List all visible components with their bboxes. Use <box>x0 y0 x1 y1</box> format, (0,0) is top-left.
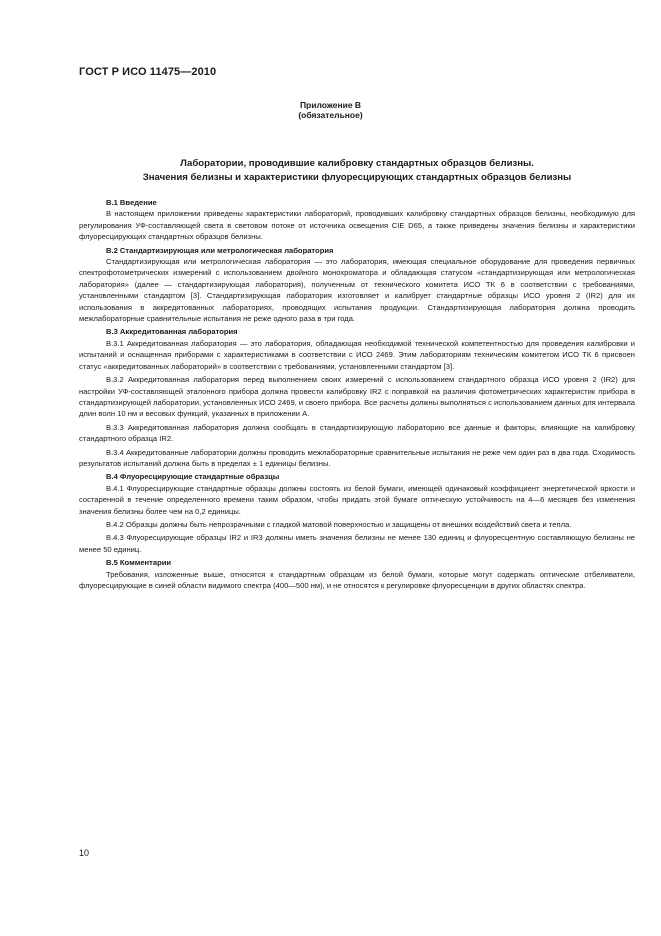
paragraph-b3-1: В.3.1 Аккредитованная лаборатория — это лаборатория, обладающая необходимой технической компетентностью для проведения калибровки и испытаний и оснащенная приборами с характеристиками в соответствии с ИСО 2469. Этим лабораториям техническим комитетом ИСО ТК 6 присвоен статус «аккредитованных лабораторий» в соответствии с требованиями, установленными стандартом [3]. <box>79 338 635 371</box>
paragraph-b4-1: В.4.1 Флуоресцирующие стандартные образцы должны состоять из белой бумаги, имеющей одинаковый коэффициент энергетической яркости и состаренной в течение определенного времени таким образом, чтобы придать этой бумаге оптическую устойчивость на 4—6 месяцев без изменения значения белизны более чем на 0,2 единицы. <box>79 483 635 516</box>
section-heading-b5: В.5 Комментарии <box>106 558 172 568</box>
document-title-line-1: Лаборатории, проводившие калибровку стандартных образцов белизны. <box>180 158 534 169</box>
paragraph-b4-3: В.4.3 Флуоресцирующие образцы IR2 и IR3 должны иметь значения белизны не менее 130 единиц и флуоресцентную составляющую белизны не менее 50 единиц. <box>79 533 635 554</box>
annex-title: Приложение В <box>299 100 362 110</box>
paragraph-b1-intro: В настоящем приложении приведены характеристики лабораторий, проводивших калибровку стандартных образцов белизны, необходимую для регулирования УФ-составляющей света в световом потоке от источника освещения CIE D65, а также приведены значения белизны и характеристики флуоресцирующих стандартных образцов белизны. <box>79 209 635 242</box>
paragraph-b3-4: В.3.4 Аккредитованные лаборатории должны проводить межлабораторные сравнительные испытания не реже чем один раз в два года. Сходимость результатов испытаний должна быть в пределах ± 1 единицы белизны. <box>79 447 635 468</box>
annex-status: (обязательное) <box>298 110 363 120</box>
section-heading-b1: В.1 Введение <box>106 198 157 207</box>
document-body <box>79 196 635 593</box>
page-number: 10 <box>79 848 90 858</box>
section-heading-b3: В.3 Аккредитованная лаборатория <box>106 327 238 337</box>
standard-header: ГОСТ Р ИСО 11475—2010 <box>79 66 217 78</box>
section-heading-b2: В.2 Стандартизирующая или метрологическая лаборатория <box>106 245 334 255</box>
document-title <box>79 157 635 185</box>
paragraph-b3-2: В.3.2 Аккредитованная лаборатория перед выполнением своих измерений с использованием стандартного образца ИСО уровня 2 (IR2) для настройки УФ-составляющей эталонного прибора должна провести калибровку IR2 с поправкой на различия фотометрических характеристик прибора в стандартизирующей лаборатории, установленных ИСО 2469, и своего прибора. Все расчеты должны выполняться с использованием данных для интервала длин волн 10 нм и весовых функций, указанных в приложении А. <box>79 375 635 419</box>
paragraph-b3-3: В.3.3 Аккредитованная лаборатория должна сообщать в стандартизирующую лабораторию все данные и факторы, влияющие на калибровку стандартного образца IR2. <box>79 422 635 444</box>
paragraph-b4-2: В.4.2 Образцы должны быть непрозрачными с гладкой матовой поверхностью и защищены от внешних воздействий света и тепла. <box>106 519 572 529</box>
paragraph-b2-standardizing-lab: Стандартизирующая или метрологическая лаборатория — это лаборатория, имеющая специальное оборудование для проведения первичных спектрофотометрических измерений с использованием двойного монохроматора и обладающая статусом «стандартизирующая или метрологическая лаборатория» (далее — стандартизирующая лаборатория), полученным от технического комитета ИСО ТК 6 в соответствии с требованиями, установленными стандартом [3]. Стандартизирующая лаборатория изготовляет и калибрует стандартные образцы ИСО уровня 2 (IR2) для их использования в аккредитованных лабораториях, проводящих испытания продукции. Стандартизирующая лаборатория должна проводить межлабораторные сравнительные испытания не реже одного раза в три года. <box>79 257 635 324</box>
paragraph-b5-comments: Требования, изложенные выше, относятся к стандартным образцам из белой бумаги, которые могут содержать оптические отбеливатели, флуоресцирующие в синей области видимого спектра (400—500 нм), и не относятся к регулировке флуоресценции в других областях спектра. <box>79 569 635 590</box>
document-title-line-2: Значения белизны и характеристики флуоресцирующих стандартных образцов белизны <box>142 172 572 183</box>
section-heading-b4: В.4 Флуоресцирующие стандартные образцы <box>106 472 280 482</box>
